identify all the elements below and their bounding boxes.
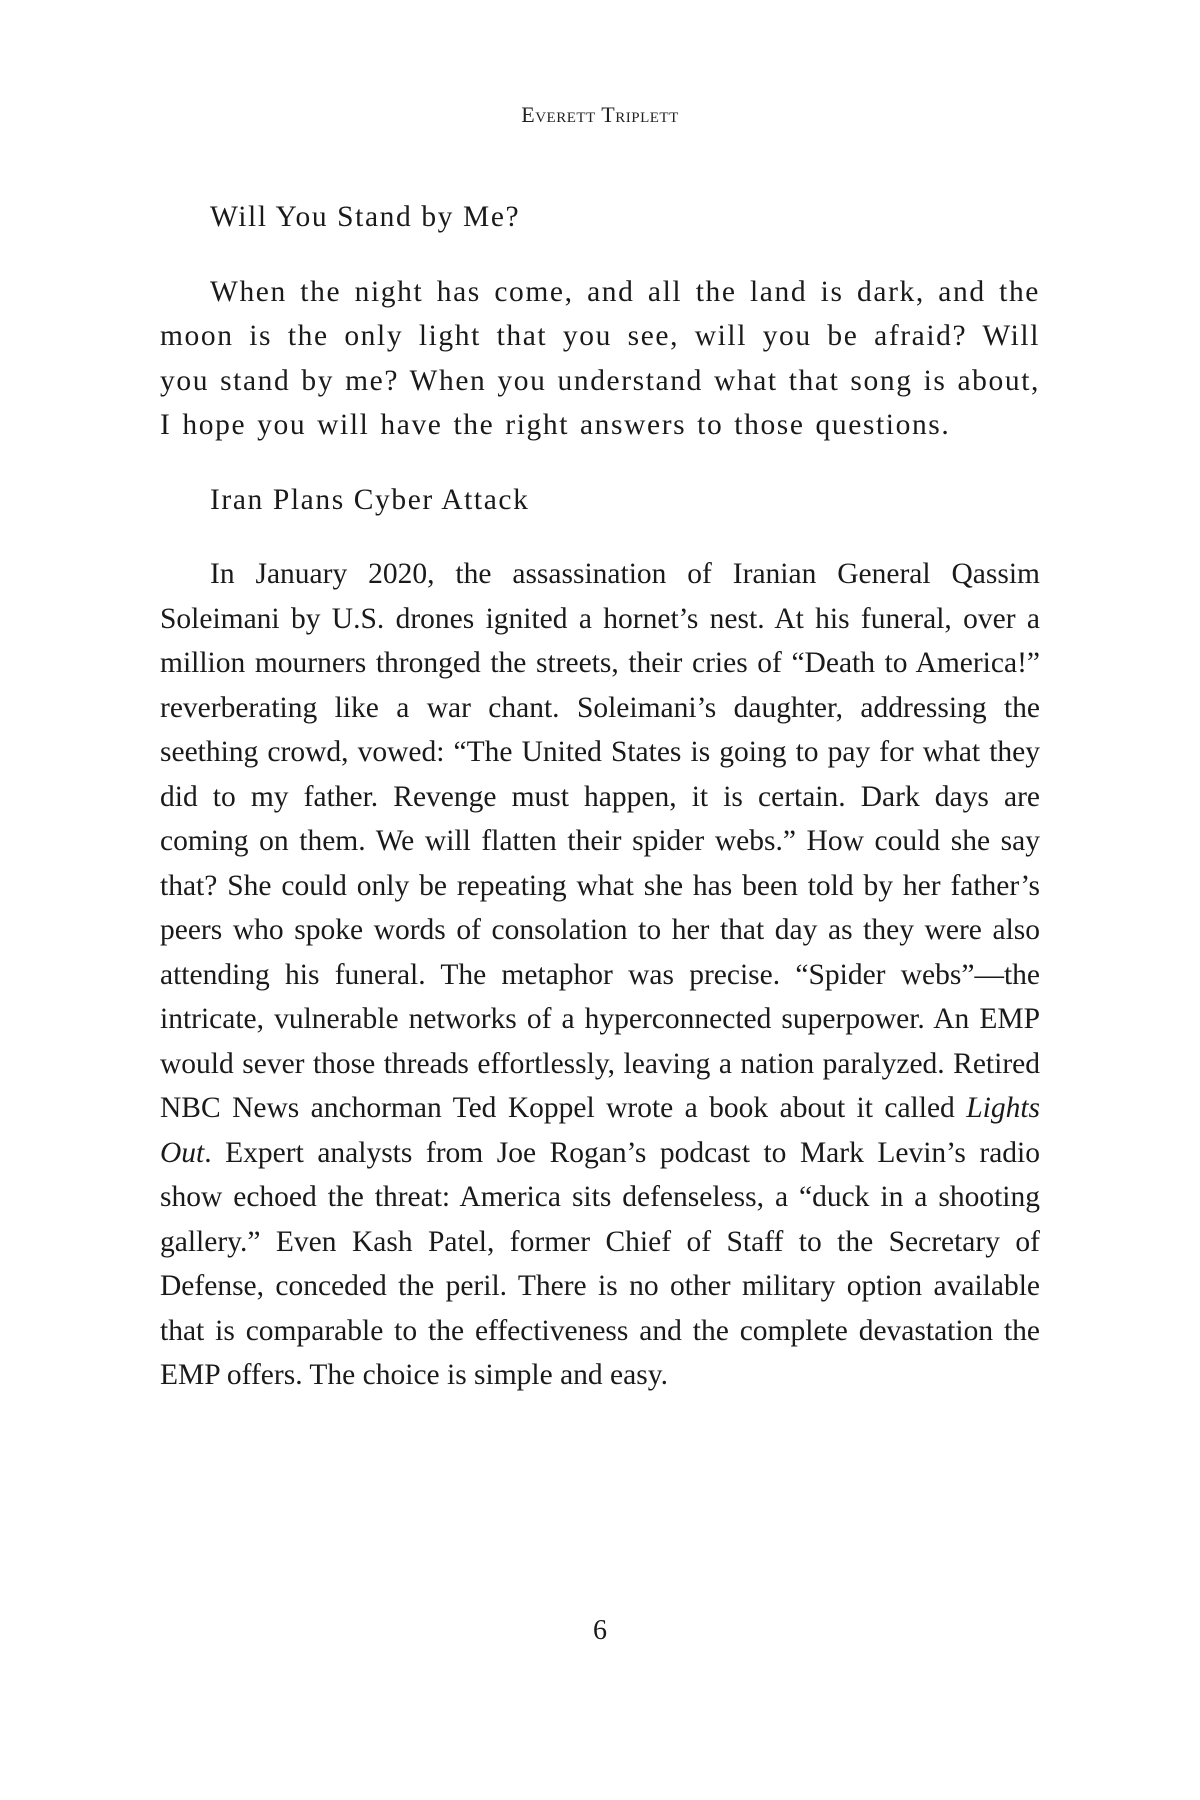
section-heading-stand-by-me: Will You Stand by Me? (210, 201, 521, 233)
page-number: 6 (593, 1615, 607, 1646)
paragraph-cyber-attack (160, 552, 1040, 1398)
running-head-author: Everett Triplett (521, 102, 679, 127)
section-heading-cyber-attack: Iran Plans Cyber Attack (210, 483, 530, 516)
paragraph-text-part-1: In January 2020, the assassination of Iranian General Qassim Soleimani by U.S. drones ignited a hornet’s nest. At his funeral, over a million mourners thronged the streets, their cries of “Death to America!” reverberating like a war chant. Soleimani’s daughter, addressing the seething crowd, vowed: “The United States is going to pay for what they did to my father. Revenge must happen, it is certain. Dark days are coming on them. We will flatten their spider webs.” How could she say that? She could only be repeating what she has been told by her father’s peers who spoke words of consolation to her that day as they were also attending his funeral. The metaphor was precise. “Spider webs”—the intricate, vulnerable networks of a hyperconnected superpower. An EMP would sever those threads effortlessly, leaving a nation paralyzed. Retired NBC News anchorman Ted Koppel wrote a book about it called (160, 558, 1040, 1124)
paragraph-stand-by-me: When the night has come, and all the land is dark, and the moon is the only light that you see, will you be afraid? Will you stand by me? When you understand what that song is about, I hope you will have the right answers to those questions. (160, 275, 1040, 441)
paragraph-text-part-2: . Expert analysts from Joe Rogan’s podcast to Mark Levin’s radio show echoed the threat: America sits defenseless, a “duck in a shooting gallery.” Even Kash Patel, former Chief of Staff to the Secretary of Defense, conceded the peril. There is no other military option available that is comparable to the effectiveness and the complete devastation the EMP offers. The choice is simple and easy. (160, 1136, 1040, 1391)
book-title: Lights Out (160, 1092, 1040, 1169)
main-text (160, 195, 1040, 1428)
